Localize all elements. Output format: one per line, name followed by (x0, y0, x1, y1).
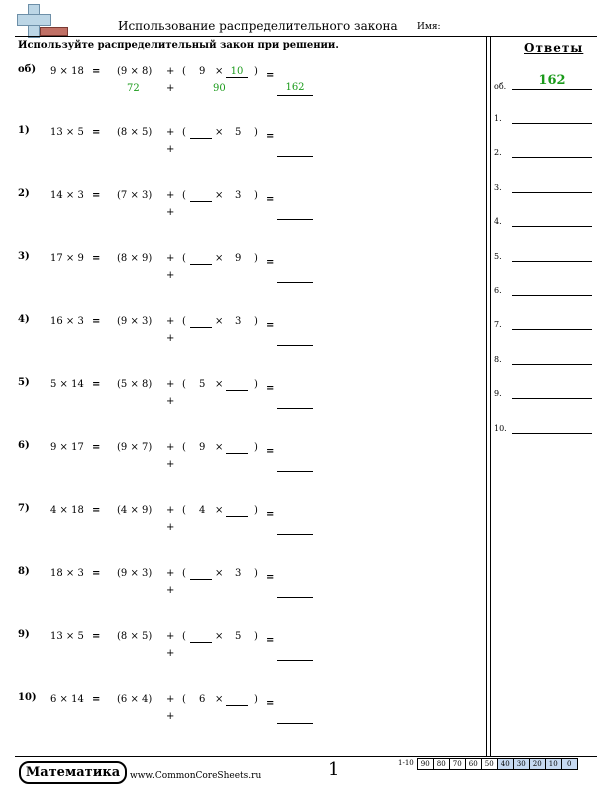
plus-sign-2: + (166, 711, 175, 722)
close-paren: ) (254, 568, 258, 579)
answer-line (512, 226, 592, 227)
problem-label: 9) (18, 629, 30, 640)
equals-sign: = (92, 127, 101, 138)
answer-label: 5. (494, 252, 502, 261)
problem-lhs: 13 × 5 (50, 631, 84, 642)
plus-sign-2: + (166, 333, 175, 344)
problem-part1: (9 × 3) (117, 568, 153, 579)
page-title: Использование распределительного закона (118, 19, 398, 33)
answer-line (512, 123, 592, 124)
times-sign: × (215, 253, 224, 264)
equals-sign-2: = (266, 257, 275, 268)
plus-sign: + (166, 66, 175, 77)
open-paren: ( (182, 505, 186, 516)
answer-label: 1. (494, 114, 502, 123)
equals-sign-2: = (266, 446, 275, 457)
factor-a-blank (190, 327, 212, 328)
score-cell: 40 (497, 758, 514, 770)
problem-part1: (7 × 3) (117, 190, 153, 201)
footer-divider (15, 756, 597, 757)
final-result-line (277, 471, 313, 472)
problem-part1: (9 × 8) (117, 66, 153, 77)
score-cell: 0 (561, 758, 578, 770)
factor-b-blank (226, 705, 248, 706)
score-label: 1-10 (398, 759, 414, 767)
times-sign: × (215, 66, 224, 77)
final-result-line (277, 219, 313, 220)
times-sign: × (215, 316, 224, 327)
open-paren: ( (182, 694, 186, 705)
score-cell: 10 (545, 758, 562, 770)
equals-sign-2: = (266, 131, 275, 142)
plus-sign-2: + (166, 585, 175, 596)
answer-line (512, 433, 592, 434)
equals-sign-2: = (266, 70, 275, 81)
problem-label: 3) (18, 251, 30, 262)
instructions: Используйте распределительный закон при решении. (18, 40, 339, 51)
problem-part1: (4 × 9) (117, 505, 153, 516)
times-sign: × (215, 568, 224, 579)
problem-label: 4) (18, 314, 30, 325)
factor-a: 9 (199, 66, 206, 77)
final-result-line (277, 95, 313, 96)
plus-sign: + (166, 316, 175, 327)
problem-label: 8) (18, 566, 30, 577)
factor-a-blank (190, 138, 212, 139)
problem-lhs: 16 × 3 (50, 316, 84, 327)
factor-b-blank (226, 390, 248, 391)
plus-sign-2: + (166, 459, 175, 470)
plus-sign-2: + (166, 207, 175, 218)
score-cell: 70 (449, 758, 466, 770)
factor-a: 4 (199, 505, 206, 516)
equals-sign: = (92, 66, 101, 77)
name-label: Имя: (417, 22, 441, 32)
score-cell: 30 (513, 758, 530, 770)
problem-label: 2) (18, 188, 30, 199)
plus-sign: + (166, 694, 175, 705)
column-divider-2 (490, 36, 491, 756)
equals-sign-2: = (266, 509, 275, 520)
plus-sign: + (166, 505, 175, 516)
factor-b: 5 (235, 127, 242, 138)
plus-sign-2: + (166, 144, 175, 155)
close-paren: ) (254, 316, 258, 327)
problem-part1: (8 × 5) (117, 631, 153, 642)
score-cell: 60 (465, 758, 482, 770)
answers-title: Ответы (524, 41, 584, 55)
plus-sign-2: + (166, 522, 175, 533)
score-table (398, 758, 578, 769)
logo-plus-icon-bar (17, 14, 51, 26)
answer-line (512, 364, 592, 365)
problem-label: 5) (18, 377, 30, 388)
equals-sign: = (92, 379, 101, 390)
problem-part1: (9 × 7) (117, 442, 153, 453)
close-paren: ) (254, 505, 258, 516)
equals-sign: = (92, 190, 101, 201)
problem-label: 6) (18, 440, 30, 451)
equals-sign: = (92, 694, 101, 705)
score-cell: 90 (417, 758, 434, 770)
answer-example-line (512, 89, 592, 90)
problem-part1: (8 × 9) (117, 253, 153, 264)
problem-part1: (6 × 4) (117, 694, 153, 705)
close-paren: ) (254, 379, 258, 390)
open-paren: ( (182, 127, 186, 138)
brand-badge: Математика (19, 761, 127, 784)
open-paren: ( (182, 190, 186, 201)
times-sign: × (215, 505, 224, 516)
answer-line (512, 329, 592, 330)
equals-sign: = (92, 568, 101, 579)
equals-sign-2: = (266, 320, 275, 331)
problem-lhs: 9 × 17 (50, 442, 84, 453)
problem-label: 7) (18, 503, 30, 514)
factor-b: 9 (235, 253, 242, 264)
close-paren: ) (254, 694, 258, 705)
factor-b-blank (226, 516, 248, 517)
answer-line (512, 295, 592, 296)
problem-part1: (5 × 8) (117, 379, 153, 390)
equals-sign: = (92, 316, 101, 327)
answer-line (512, 261, 592, 262)
factor-a-blank (190, 642, 212, 643)
answer-label: 8. (494, 355, 502, 364)
plus-sign: + (166, 568, 175, 579)
equals-sign-2: = (266, 635, 275, 646)
answer-label: 9. (494, 389, 502, 398)
plus-sign-2: + (166, 396, 175, 407)
answer-example-value: 162 (538, 73, 566, 88)
equals-sign-2: = (266, 383, 275, 394)
problem-part1: (9 × 3) (117, 316, 153, 327)
answer-label: 10. (494, 424, 507, 433)
equals-sign: = (92, 631, 101, 642)
factor-b-line (226, 77, 248, 78)
equals-sign-2: = (266, 698, 275, 709)
answer-line (512, 157, 592, 158)
plus-sign-2: + (166, 270, 175, 281)
answer-label: 4. (494, 217, 502, 226)
problem-lhs: 4 × 18 (50, 505, 84, 516)
problem-label: 1) (18, 125, 30, 136)
problem-lhs: 18 × 3 (50, 568, 84, 579)
plus-sign-2: + (166, 83, 175, 94)
final-result-line (277, 408, 313, 409)
logo-minus-icon (40, 27, 68, 36)
problem-label: 10) (18, 692, 37, 703)
column-divider (486, 36, 487, 756)
final-result-line (277, 660, 313, 661)
open-paren: ( (182, 316, 186, 327)
answer-label: 6. (494, 286, 502, 295)
factor-b: 3 (235, 316, 242, 327)
problem-lhs: 6 × 14 (50, 694, 84, 705)
equals-sign: = (92, 253, 101, 264)
partial-result-1: 72 (127, 83, 140, 94)
problem-part1: (8 × 5) (117, 127, 153, 138)
equals-sign: = (92, 505, 101, 516)
problem-lhs: 9 × 18 (50, 66, 84, 77)
times-sign: × (215, 190, 224, 201)
factor-b: 10 (230, 66, 244, 77)
header-divider (15, 36, 597, 37)
times-sign: × (215, 442, 224, 453)
plus-sign: + (166, 442, 175, 453)
close-paren: ) (254, 442, 258, 453)
site-url: www.CommonCoreSheets.ru (130, 771, 262, 781)
final-result: 162 (285, 82, 305, 93)
final-result-line (277, 345, 313, 346)
close-paren: ) (254, 253, 258, 264)
answer-example-label: об. (494, 82, 507, 91)
factor-a-blank (190, 264, 212, 265)
factor-a-blank (190, 201, 212, 202)
score-cell: 50 (481, 758, 498, 770)
times-sign: × (215, 694, 224, 705)
close-paren: ) (254, 631, 258, 642)
open-paren: ( (182, 66, 186, 77)
score-cell: 80 (433, 758, 450, 770)
problem-lhs: 13 × 5 (50, 127, 84, 138)
answer-label: 3. (494, 183, 502, 192)
plus-sign-2: + (166, 648, 175, 659)
close-paren: ) (254, 190, 258, 201)
plus-sign: + (166, 379, 175, 390)
score-cell: 20 (529, 758, 546, 770)
problem-lhs: 5 × 14 (50, 379, 84, 390)
equals-sign-2: = (266, 572, 275, 583)
factor-a: 5 (199, 379, 206, 390)
page-number: 1 (328, 759, 340, 780)
factor-b: 3 (235, 190, 242, 201)
final-result-line (277, 282, 313, 283)
partial-result-2: 90 (213, 83, 226, 94)
final-result-line (277, 597, 313, 598)
final-result-line (277, 534, 313, 535)
factor-b: 3 (235, 568, 242, 579)
factor-b-blank (226, 453, 248, 454)
plus-sign: + (166, 190, 175, 201)
factor-a: 6 (199, 694, 206, 705)
open-paren: ( (182, 631, 186, 642)
open-paren: ( (182, 379, 186, 390)
plus-sign: + (166, 127, 175, 138)
final-result-line (277, 156, 313, 157)
answer-label: 7. (494, 320, 502, 329)
factor-b: 5 (235, 631, 242, 642)
open-paren: ( (182, 568, 186, 579)
open-paren: ( (182, 442, 186, 453)
equals-sign: = (92, 442, 101, 453)
times-sign: × (215, 379, 224, 390)
close-paren: ) (254, 66, 258, 77)
problem-lhs: 14 × 3 (50, 190, 84, 201)
close-paren: ) (254, 127, 258, 138)
times-sign: × (215, 127, 224, 138)
plus-sign: + (166, 253, 175, 264)
plus-sign: + (166, 631, 175, 642)
factor-a-blank (190, 579, 212, 580)
times-sign: × (215, 631, 224, 642)
answer-line (512, 192, 592, 193)
open-paren: ( (182, 253, 186, 264)
problem-lhs: 17 × 9 (50, 253, 84, 264)
final-result-line (277, 723, 313, 724)
equals-sign-2: = (266, 194, 275, 205)
answer-line (512, 398, 592, 399)
answer-label: 2. (494, 148, 502, 157)
problem-label: об) (18, 64, 37, 75)
factor-a: 9 (199, 442, 206, 453)
